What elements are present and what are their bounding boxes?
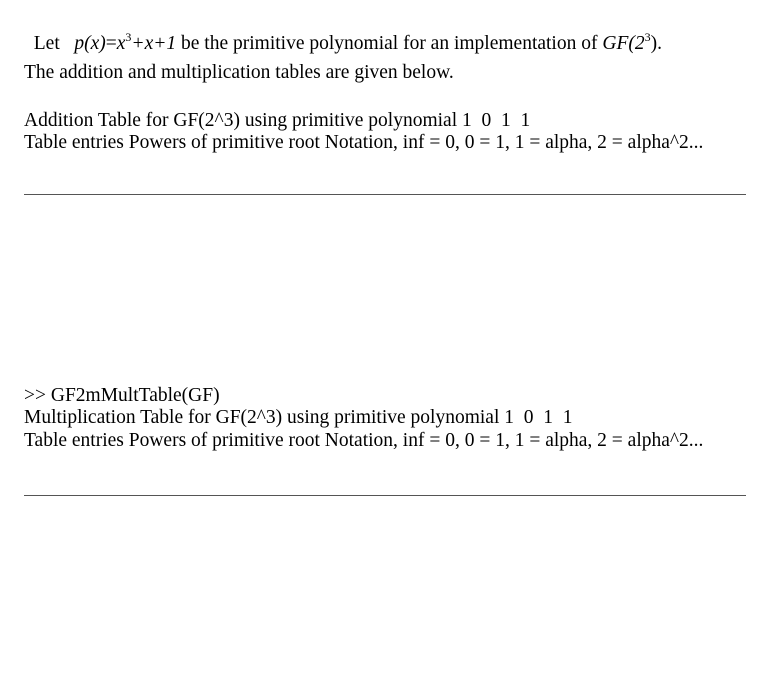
poly-lhs: p(x) [74,33,106,54]
intro-mid-text: be the primitive polynomial for an implementation of [181,33,598,54]
addition-title: Addition Table for GF(2^3) using primitive polynomial 1 0 1 1 [24,110,531,131]
poly-rest: +x+1 [131,33,177,54]
poly-x: x [116,33,126,54]
let-word: Let [33,33,60,54]
multiplication-title: Multiplication Table for GF(2^3) using primitive polynomial 1 0 1 1 [24,407,573,428]
gf-exponent: 3 [644,30,651,44]
poly-exponent: 3 [125,30,132,44]
command-line: >> GF2mMultTable(GF) [24,385,220,406]
gf-notation: GF(2 [602,33,645,54]
poly-eq: = [105,33,117,54]
addition-divider [24,194,746,195]
addition-notation: Table entries Powers of primitive root Notation, inf = 0, 0 = 1, 1 = alpha, 2 = alpha^2... [24,132,704,153]
intro-line [24,11,662,56]
multiplication-divider [24,495,746,496]
tables-intro: The addition and multiplication tables are given below. [24,62,454,83]
multiplication-notation: Table entries Powers of primitive root Notation, inf = 0, 0 = 1, 1 = alpha, 2 = alpha^2... [24,430,704,451]
gf-close: ). [650,33,662,54]
